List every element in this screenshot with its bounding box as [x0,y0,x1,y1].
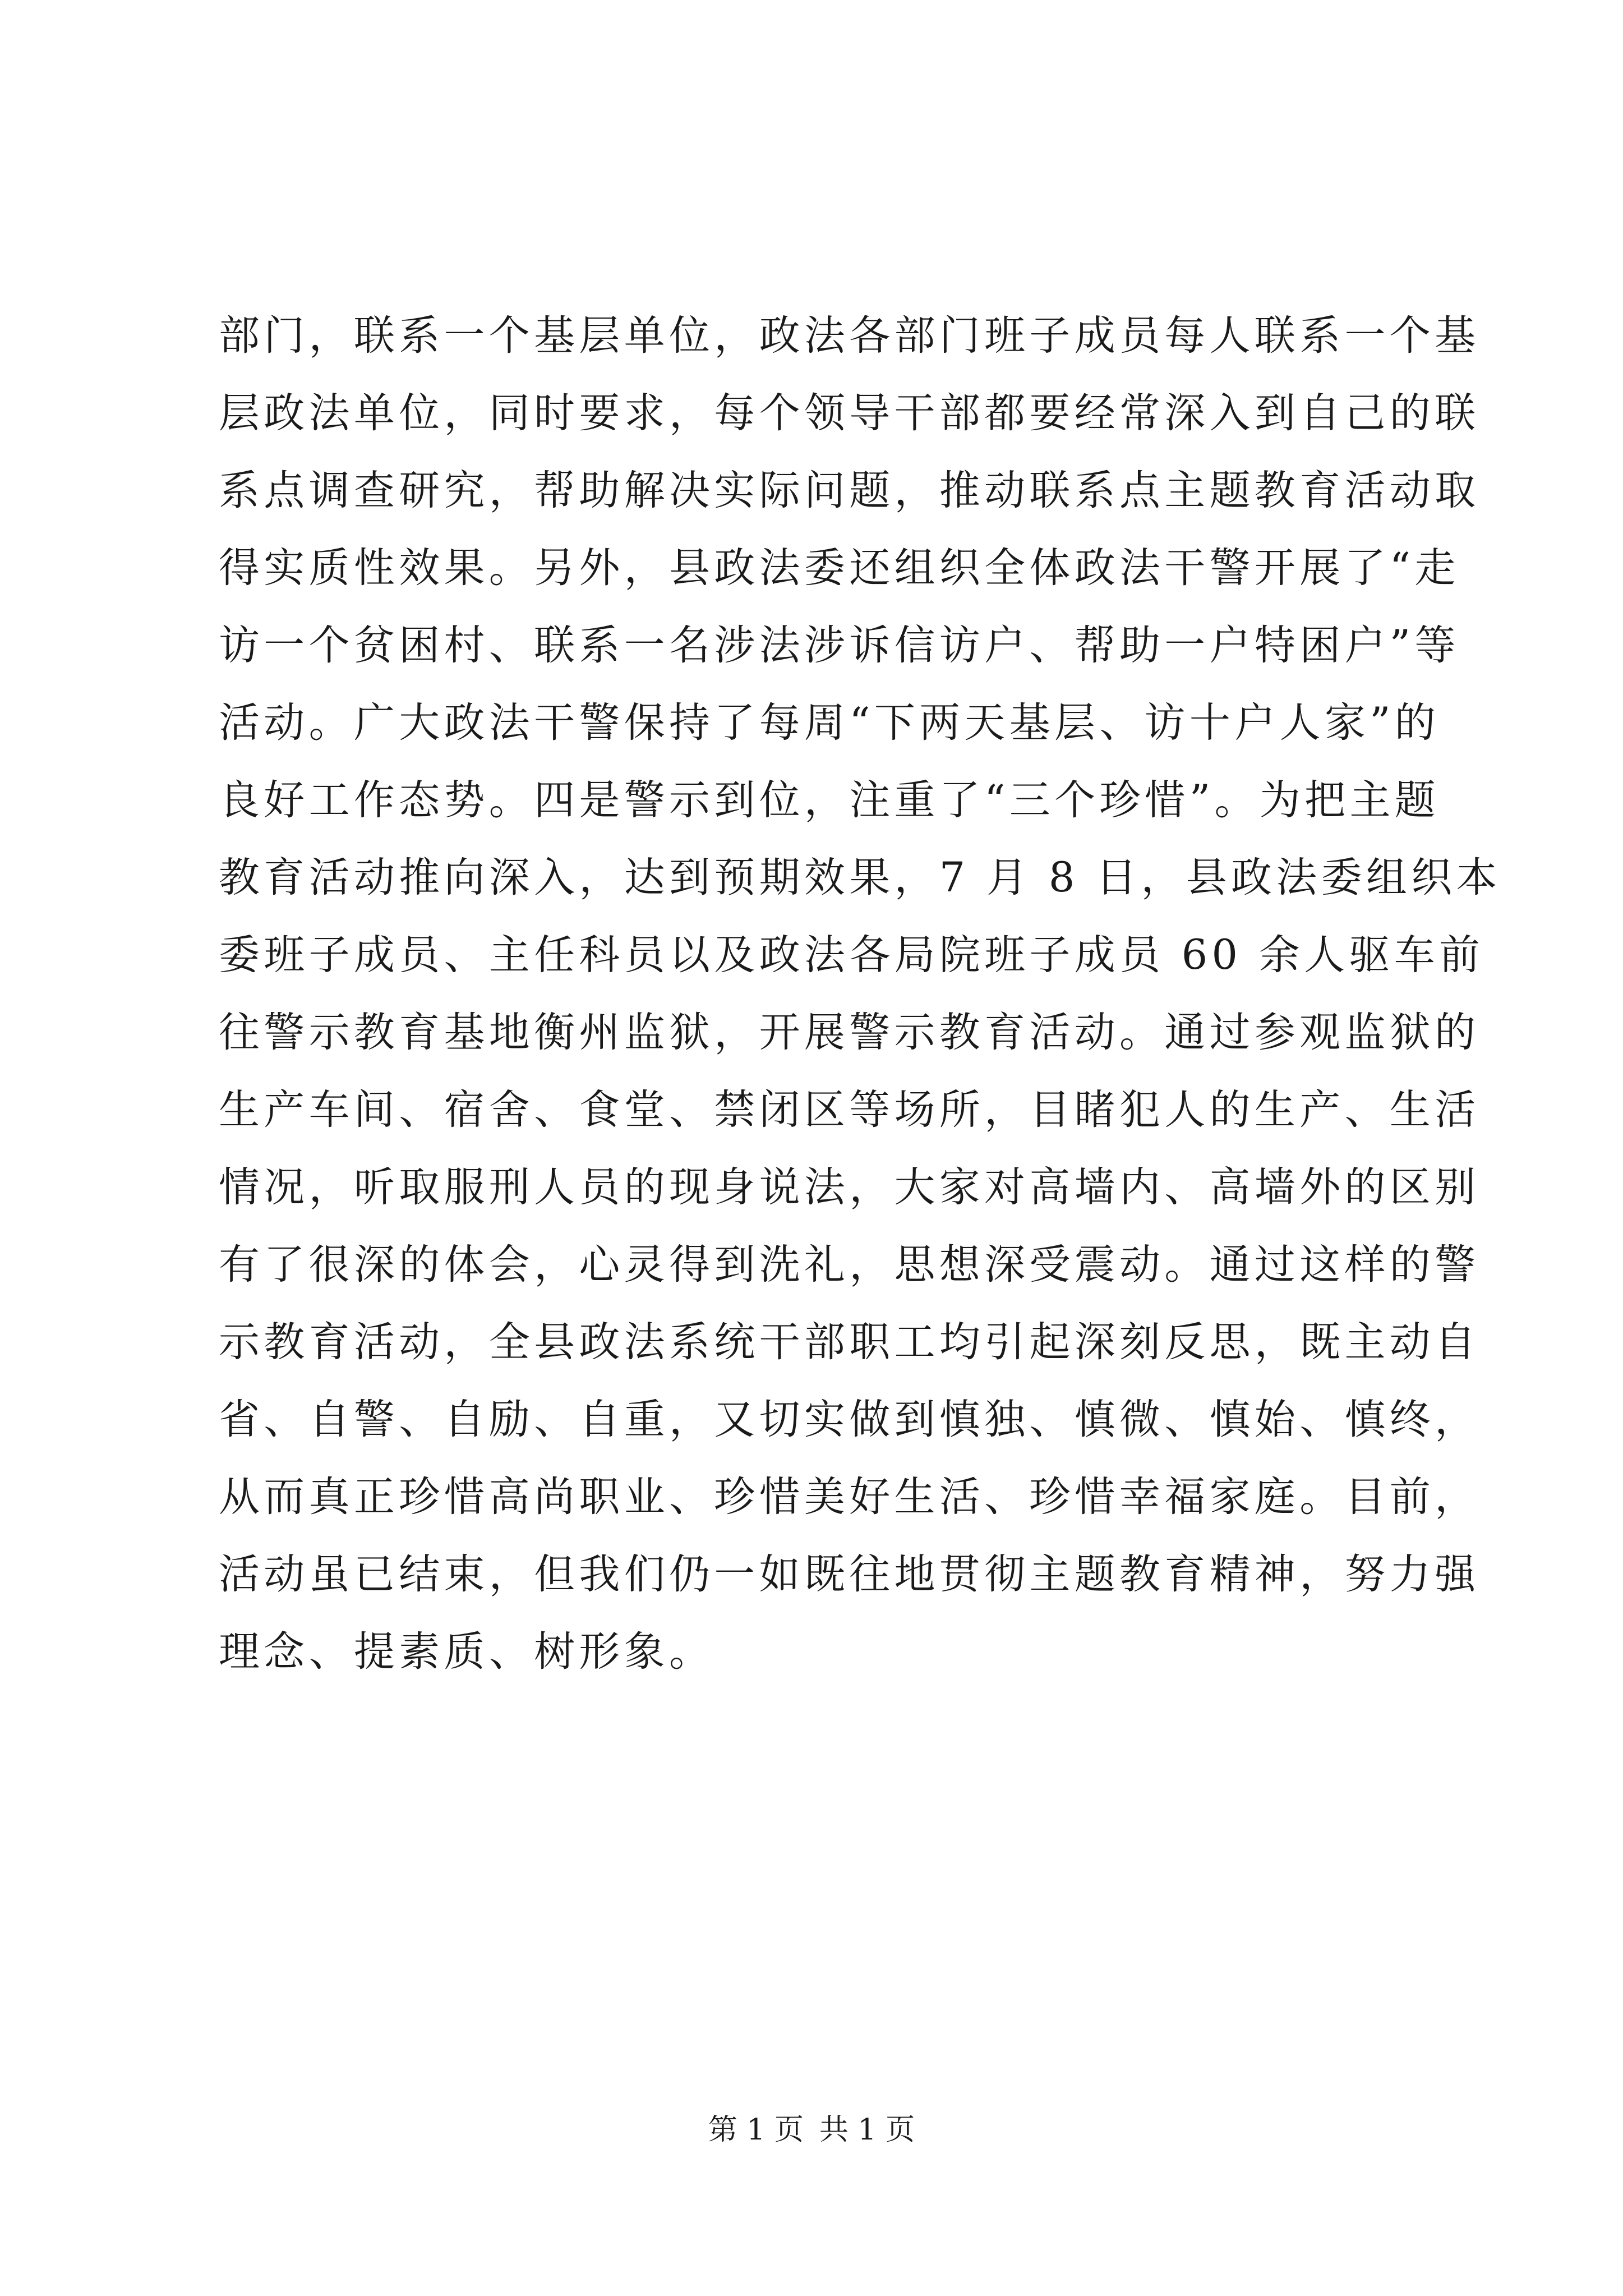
text-line: 有了很深的体会，心灵得到洗礼，思想深受震动。通过这样的警 [219,1241,1480,1289]
document-body [219,297,1501,1691]
text-line: 良好工作态势。四是警示到位，注重了“三个珍惜”。为把主题 [219,776,1440,824]
text-line: 省、自警、自励、自重，又切实做到慎独、慎微、慎始、慎终， [219,1396,1480,1443]
text-line: 从而真正珍惜高尚职业、珍惜美好生活、珍惜幸福家庭。目前， [219,1473,1480,1521]
page-number-current: 第 1 页 [708,2113,804,2147]
text-line: 得实质性效果。另外，县政法委还组织全体政法干警开展了“走 [219,544,1460,592]
text-line: 活动。广大政法干警保持了每周“下两天基层、访十户人家”的 [219,699,1440,747]
text-line: 生产车间、宿舍、食堂、禁闭区等场所，目睹犯人的生产、生活 [219,1086,1480,1134]
text-line: 活动虽已结束，但我们仍一如既往地贯彻主题教育精神，努力强 [219,1550,1480,1598]
text-line: 部门，联系一个基层单位，政法各部门班子成员每人联系一个基 [219,312,1480,360]
text-line: 理念、提素质、树形象。 [219,1628,714,1676]
text-line: 访一个贫困村、联系一名涉法涉诉信访户、帮助一户特困户”等 [219,622,1460,669]
page-number-total: 共 1 页 [819,2113,915,2147]
text-line: 情况，听取服刑人员的现身说法，大家对高墙内、高墙外的区别 [219,1163,1480,1211]
text-line: 系点调查研究，帮助解决实际问题，推动联系点主题教育活动取 [219,467,1480,514]
text-line: 教育活动推向深入，达到预期效果，7 月 8 日，县政法委组织本 [219,854,1501,901]
text-line: 委班子成员、主任科员以及政法各局院班子成员 60 余人驱车前 [219,931,1484,979]
text-line: 层政法单位，同时要求，每个领导干部都要经常深入到自己的联 [219,389,1480,437]
text-line: 示教育活动，全县政法系统干部职工均引起深刻反思，既主动自 [219,1318,1480,1366]
page-footer [0,2110,1623,2150]
text-line: 往警示教育基地衡州监狱，开展警示教育活动。通过参观监狱的 [219,1009,1480,1056]
